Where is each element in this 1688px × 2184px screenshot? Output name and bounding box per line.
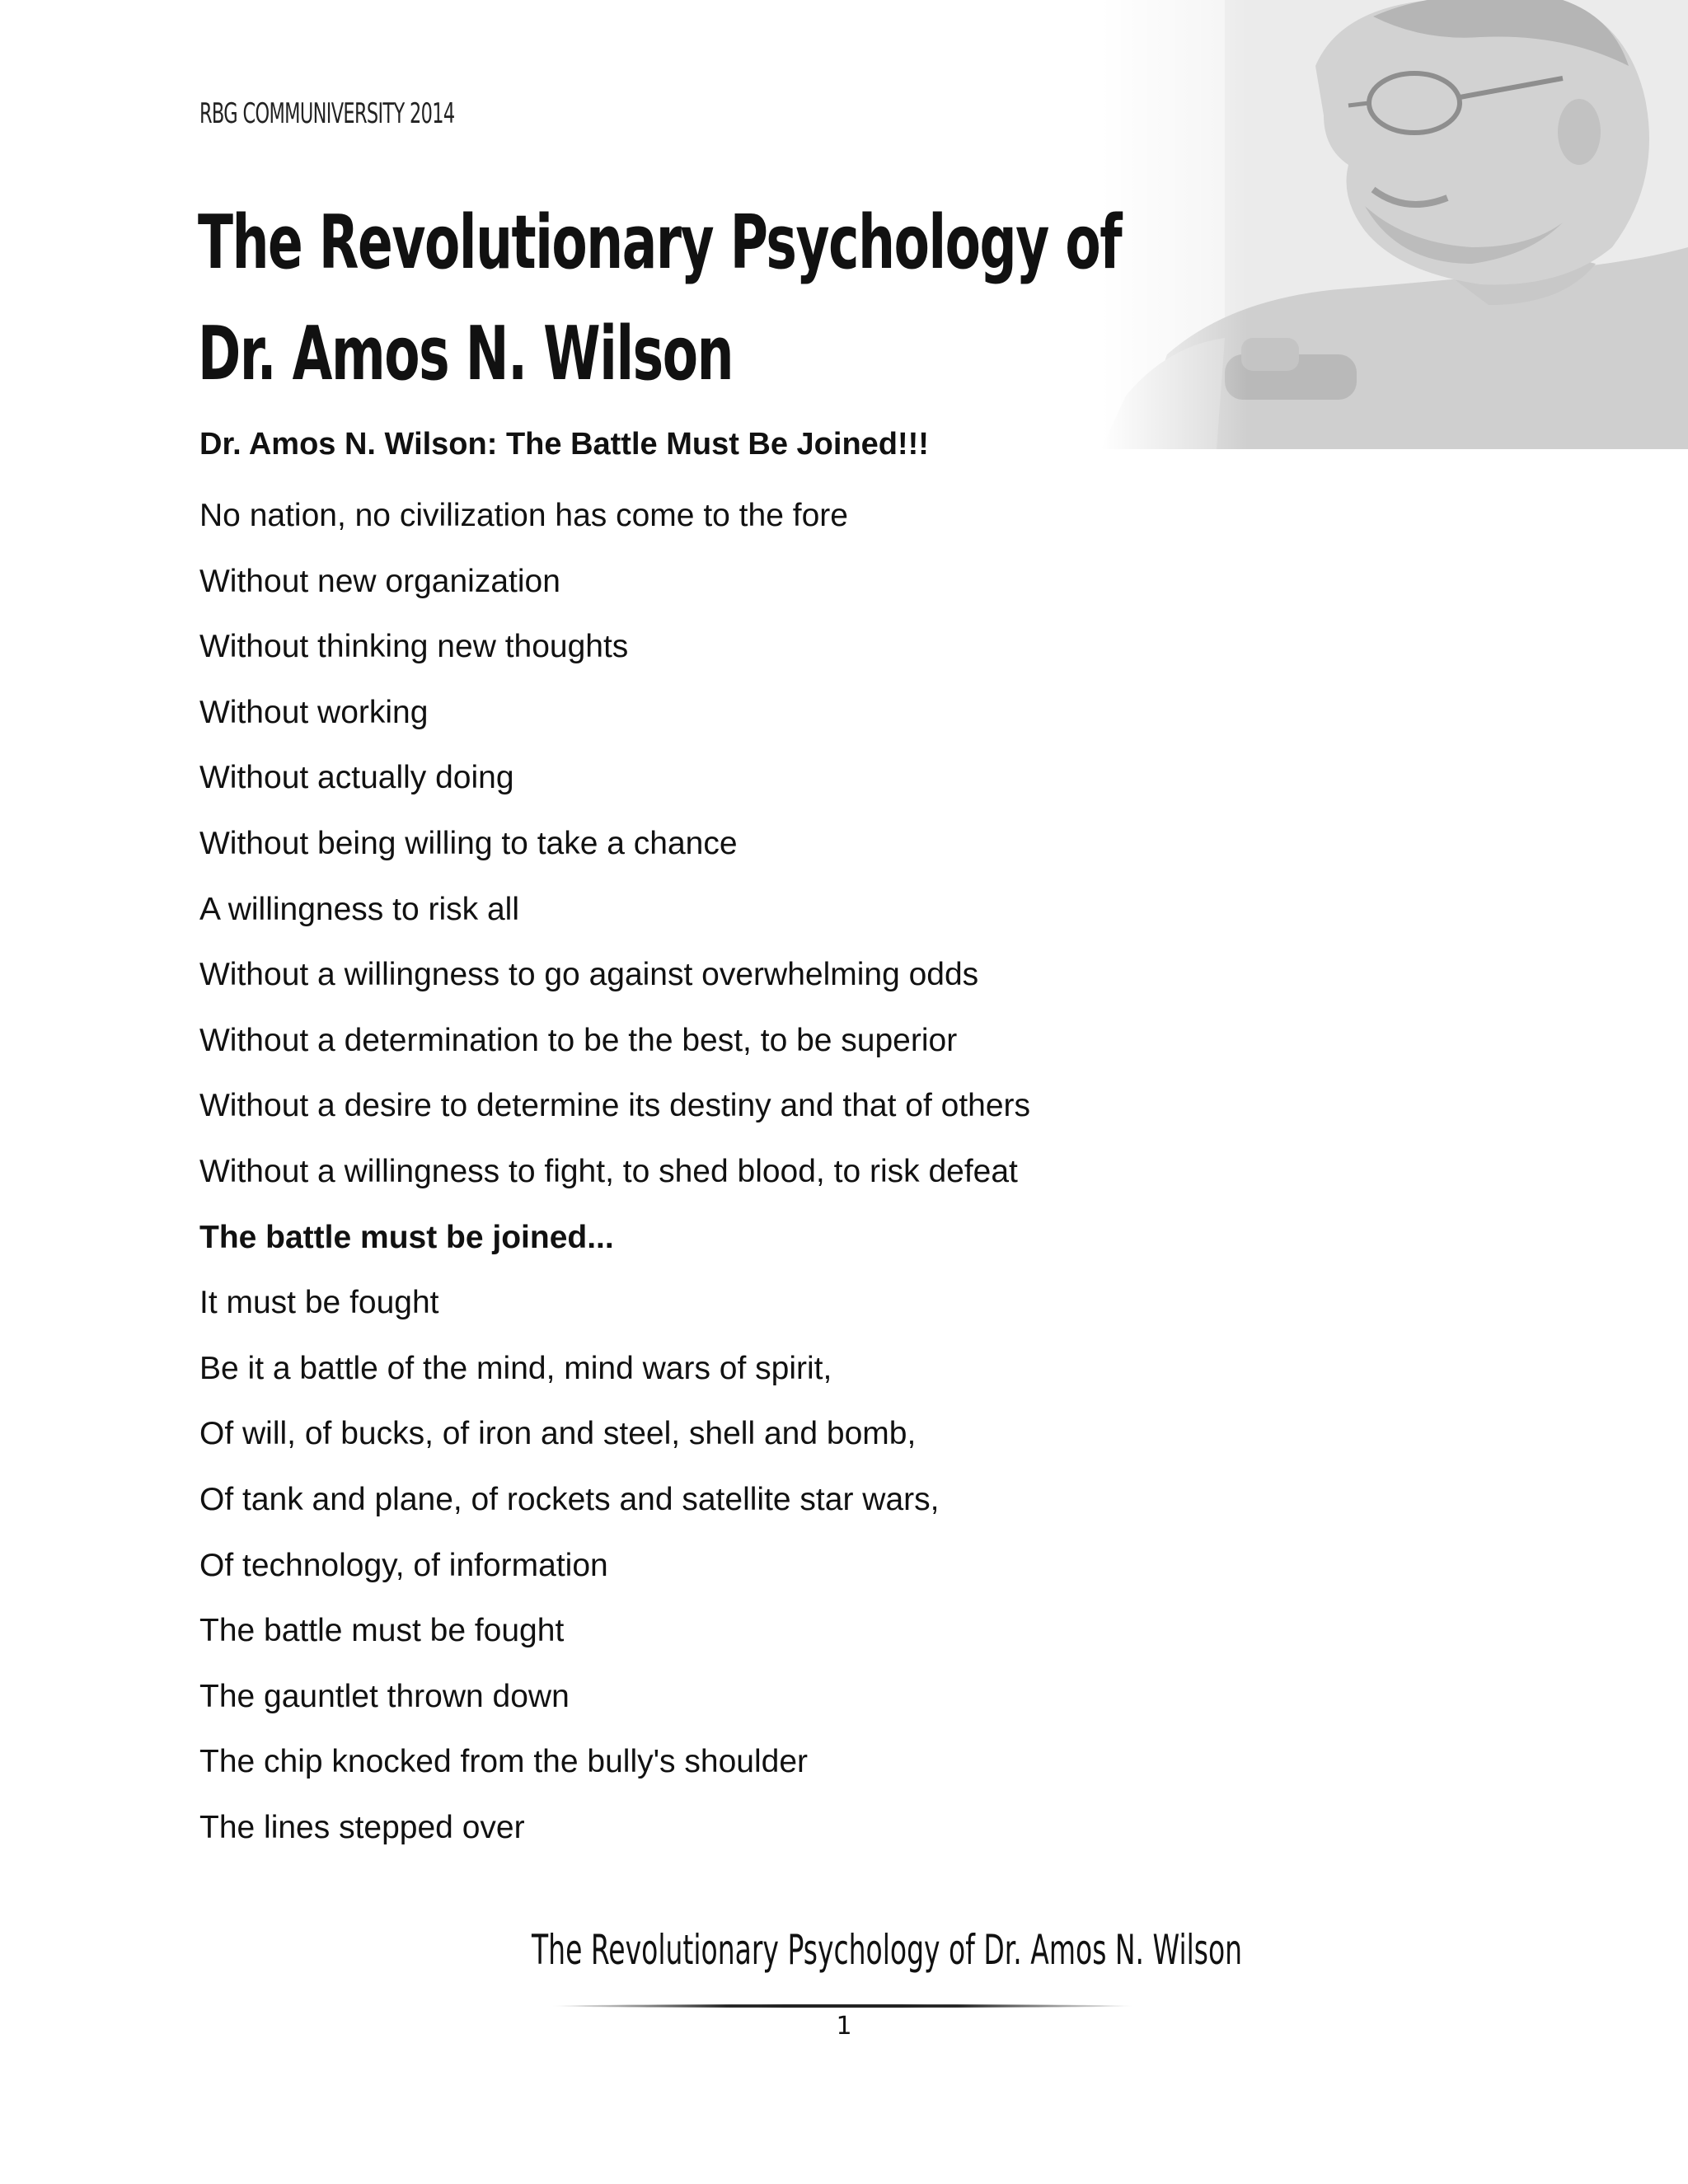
poem-line: Of technology, of information (199, 1547, 608, 1583)
poem-line: Without being willing to take a chance (199, 825, 738, 861)
poem-line: Be it a battle of the mind, mind wars of spirit, (199, 1350, 832, 1386)
footer-divider (552, 2004, 1133, 2008)
running-header: RBG COMMUNIVERSITY 2014 (199, 97, 455, 130)
poem-line: The battle must be fought (199, 1613, 565, 1649)
document-title-line-2: Dr. Amos N. Wilson (198, 311, 734, 397)
portrait-photo-icon (1101, 0, 1688, 449)
poem-line: It must be fought (199, 1285, 439, 1321)
poem-line: Of will, of bucks, of iron and steel, shell and bomb, (199, 1416, 917, 1452)
poem-line: Without a willingness to go against overwhelming odds (199, 957, 979, 993)
poem-line: A willingness to risk all (199, 891, 519, 927)
poem-line: Of tank and plane, of rockets and satellite star wars, (199, 1481, 940, 1517)
page-number: 1 (836, 2012, 852, 2041)
poem-line: Without a willingness to fight, to shed blood, to risk defeat (199, 1153, 1018, 1189)
poem-line: Without new organization (199, 563, 560, 599)
poem-line: The gauntlet thrown down (199, 1678, 570, 1714)
poem-line: Without a desire to determine its destiny and that of others (199, 1088, 1031, 1124)
poem-line: Without thinking new thoughts (199, 629, 629, 665)
poem-line: The lines stepped over (199, 1809, 525, 1845)
poem-lines (199, 493, 1030, 1870)
poem-line: Without actually doing (199, 760, 514, 796)
poem-line: No nation, no civilization has come to the fore (199, 498, 848, 533)
poem-line: Without a determination to be the best, to be superior (199, 1022, 958, 1058)
poem-line-bold: The battle must be joined... (199, 1219, 614, 1255)
poem-line: Without working (199, 694, 429, 730)
poem-line: The chip knocked from the bully's shoulder (199, 1744, 808, 1780)
section-subtitle: Dr. Amos N. Wilson: The Battle Must Be Joined!!! (199, 427, 929, 462)
footer-title: The Revolutionary Psychology of Dr. Amos N. Wilson (532, 1926, 1243, 1974)
document-title-line-1: The Revolutionary Psychology of (198, 199, 1122, 286)
